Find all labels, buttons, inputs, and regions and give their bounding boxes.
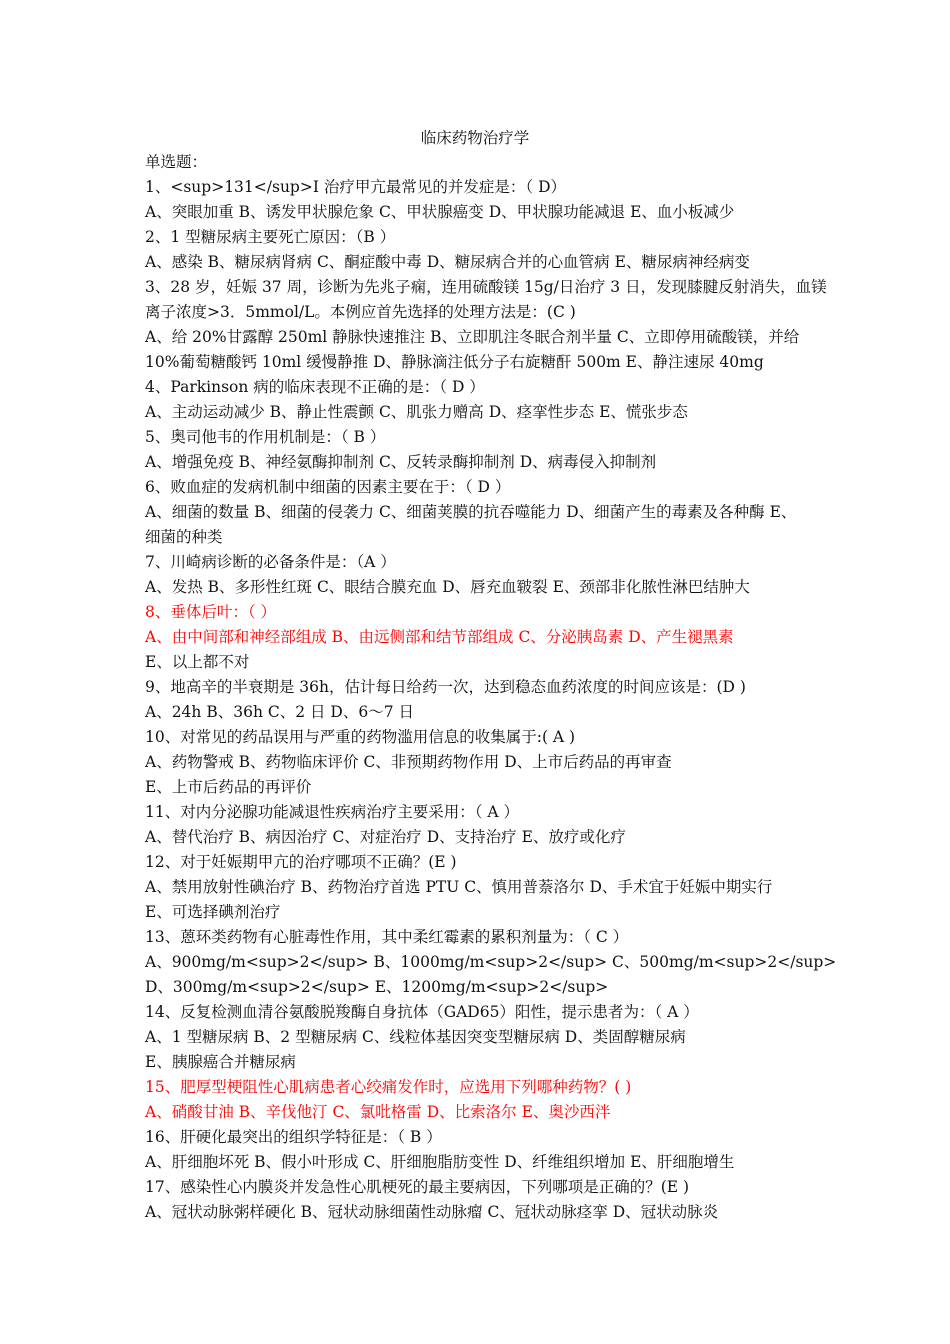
text-line: E、胰腺癌合并糖尿病 (145, 1053, 296, 1071)
text-line: A、禁用放射性碘治疗 B、药物治疗首选 PTU C、慎用普萘洛尔 D、手术宜于妊娠中期实行 (145, 878, 773, 896)
text-line: 10、对常见的药品误用与严重的药物滥用信息的收集属于:( A ) (145, 728, 576, 746)
text-line: 10%葡萄糖酸钙 10ml 缓慢静推 D、静脉滴注低分子右旋糖酐 500m E、静注速尿 40mg (145, 353, 764, 371)
text-line: A、主动运动减少 B、静止性震颤 C、肌张力赠高 D、痉挛性步态 E、慌张步态 (145, 403, 688, 421)
text-line: 6、败血症的发病机制中细菌的因素主要在于：（ D ） (145, 478, 511, 496)
text-line: D、300mg/m<sup>2</sup> E、1200mg/m<sup>2</sup> (145, 978, 609, 996)
text-line: A、由中间部和神经部组成 B、由远侧部和结节部组成 C、分泌胰岛素 D、产生褪黑素 (145, 628, 734, 646)
text-line: A、药物警戒 B、药物临床评价 C、非预期药物作用 D、上市后药品的再审查 (145, 753, 672, 771)
text-line: 16、肝硬化最突出的组织学特征是：（ B ） (145, 1128, 442, 1146)
text-line: A、24h B、36h C、2 日 D、6～7 日 (145, 703, 415, 721)
text-line: 2、1 型糖尿病主要死亡原因：（B ） (145, 228, 396, 246)
text-line: A、硝酸甘油 B、辛伐他汀 C、氯吡格雷 D、比索洛尔 E、奥沙西泮 (145, 1103, 611, 1121)
text-line: 14、反复检测血清谷氨酸脱羧酶自身抗体（GAD65）阳性，提示患者为：（ A ） (145, 1003, 699, 1021)
text-line: A、900mg/m<sup>2</sup> B、1000mg/m<sup>2</sup> C、500mg/m<sup>2</sup> (145, 953, 837, 971)
text-line: 9、地高辛的半衰期是 36h，估计每日给药一次，达到稳态血药浓度的时间应该是：(D ) (145, 678, 746, 696)
document-title: 临床药物治疗学 (420, 129, 530, 147)
text-line: E、可选择碘剂治疗 (145, 903, 281, 921)
text-line: 15、肥厚型梗阻性心肌病患者心绞痛发作时，应选用下列哪种药物？( ) (145, 1078, 632, 1096)
text-line: A、突眼加重 B、诱发甲状腺危象 C、甲状腺癌变 D、甲状腺功能减退 E、血小板减少 (145, 203, 735, 221)
text-line: 单选题： (145, 153, 208, 171)
text-line: 5、奥司他韦的作用机制是：（ B ） (145, 428, 386, 446)
text-line: A、给 20%甘露醇 250ml 静脉快速推注 B、立即肌注冬眠合剂半量 C、立即停用硫酸镁，并给 (145, 328, 800, 346)
text-line: 8、垂体后叶：（ ） (145, 603, 277, 621)
text-line: A、细菌的数量 B、细菌的侵袭力 C、细菌荚膜的抗吞噬能力 D、细菌产生的毒素及各种酶 E、 (145, 503, 797, 521)
text-line: 细菌的种类 (145, 528, 223, 546)
text-line: 离子浓度>3．5mmol/L。本例应首先选择的处理方法是：(C ) (145, 303, 576, 321)
text-line: 4、Parkinson 病的临床表现不正确的是：（ D ） (145, 378, 485, 396)
text-line: A、发热 B、多形性红斑 C、眼结合膜充血 D、唇充血皲裂 E、颈部非化脓性淋巴结肿大 (145, 578, 750, 596)
text-line: A、感染 B、糖尿病肾病 C、酮症酸中毒 D、糖尿病合并的心血管病 E、糖尿病神经病变 (145, 253, 750, 271)
text-line: 1、<sup>131</sup>I 治疗甲亢最常见的并发症是：（ D） (145, 178, 566, 196)
text-line: 11、对内分泌腺功能减退性疾病治疗主要采用：（ A ） (145, 803, 520, 821)
text-line: A、替代治疗 B、病因治疗 C、对症治疗 D、支持治疗 E、放疗或化疗 (145, 828, 626, 846)
text-line: 17、感染性心内膜炎并发急性心肌梗死的最主要病因，下列哪项是正确的？(E ) (145, 1178, 690, 1196)
text-line: 13、蒽环类药物有心脏毒性作用，其中柔红霉素的累积剂量为：（ C ） (145, 928, 629, 946)
text-line: A、肝细胞坏死 B、假小叶形成 C、肝细胞脂肪变性 D、纤维组织增加 E、肝细胞增生 (145, 1153, 735, 1171)
text-line: 12、对于妊娠期甲亢的治疗哪项不正确？(E ) (145, 853, 457, 871)
text-line: A、冠状动脉粥样硬化 B、冠状动脉细菌性动脉瘤 C、冠状动脉痉挛 D、冠状动脉炎 (145, 1203, 719, 1221)
text-line: A、1 型糖尿病 B、2 型糖尿病 C、线粒体基因突变型糖尿病 D、类固醇糖尿病 (145, 1028, 686, 1046)
text-line: 7、川崎病诊断的必备条件是：（A ） (145, 553, 396, 571)
text-line: E、以上都不对 (145, 653, 250, 671)
text-line: E、上市后药品的再评价 (145, 778, 312, 796)
document-body (145, 150, 837, 1225)
text-line: A、增强免疫 B、神经氨酶抑制剂 C、反转录酶抑制剂 D、病毒侵入抑制剂 (145, 453, 657, 471)
text-line: 3、28 岁，妊娠 37 周，诊断为先兆子痫，连用硫酸镁 15g/日治疗 3 日，发现膝腱反射消失，血镁 (145, 278, 827, 296)
